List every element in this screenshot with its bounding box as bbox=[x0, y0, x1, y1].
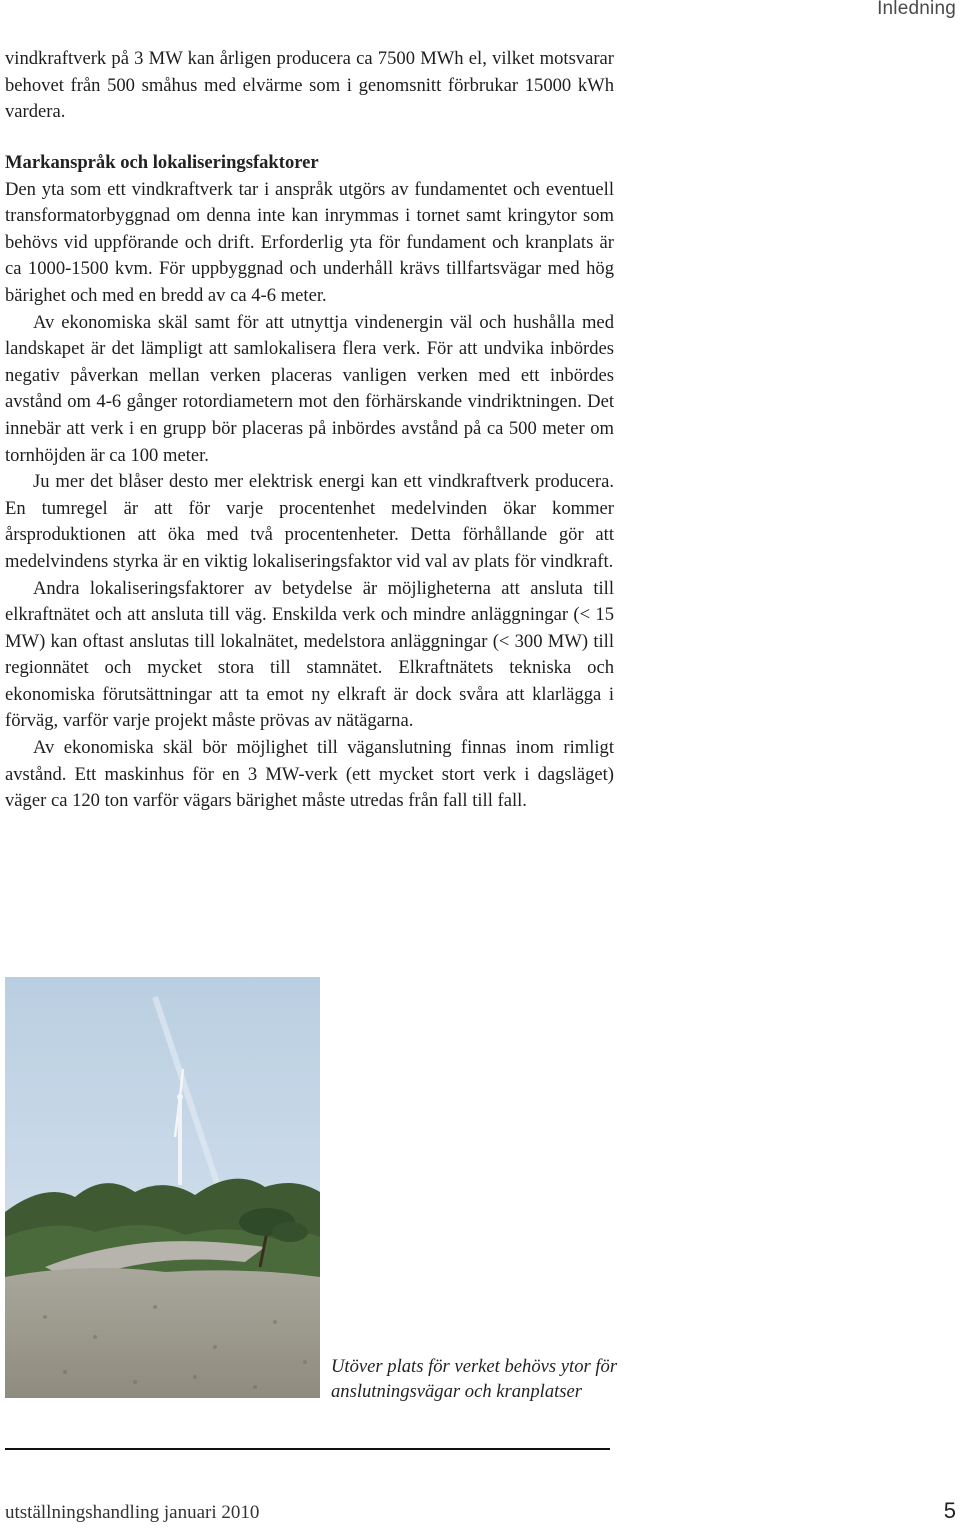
page-number: 5 bbox=[943, 1498, 956, 1523]
body-paragraph: Andra lokaliseringsfaktorer av betydelse är möjligheterna att ansluta till elkraftnätet och att ansluta till väg. Enskilda verk och mindre anläggningar (< 15 MW) kan oftast anslutas till lokalnätet, medelstora anläggningar (< 300 MW) till regionnätet och mycket stora till stamnätet. Elkraftnätets tekniska och ekonomiska förutsättningar att ta emot ny elkraft är dock svåra att klarlägga i förväg, varför varje projekt måste prövas av nätägarna. bbox=[5, 577, 614, 732]
body-paragraph: Ju mer det blåser desto mer elektrisk energi kan ett vindkraftverk producera. En tumregel är att för varje procentenhet medelvinden ökar kommer årsproduktionen att öka med två procentenheter. Detta förhållande gör att medelvindens styrka är en viktig lokaliseringsfaktor vid val av plats för vindkraft. bbox=[5, 471, 614, 572]
figure-caption: Utöver plats för verket behövs ytor för anslutningsvägar och kranplatser bbox=[331, 1356, 618, 1402]
intro-paragraph-block bbox=[5, 46, 614, 126]
body-paragraph: Den yta som ett vindkraftverk tar i anspråk utgörs av fundamentet och eventuell transformatorbyggnad om denna inte kan inrymmas i tornet samt kringytor som behövs vid uppförande och drift. Erforderlig yta för fundament och kranplats är ca 1000-1500 kvm. För uppbyggnad och underhåll krävs tillfartsvägar med hög bärighet och med en bredd av ca 4-6 meter. bbox=[5, 178, 614, 306]
wind-turbine-photo bbox=[5, 977, 320, 1398]
footer-divider bbox=[5, 1448, 610, 1450]
photo-illustration bbox=[5, 977, 320, 1398]
intro-paragraph: vindkraftverk på 3 MW kan årligen producera ca 7500 MWh el, vilket motsvarar behovet från 500 småhus med elvärme som i genomsnitt förbrukar 15000 kWh vardera. bbox=[5, 48, 614, 123]
section-heading: Markanspråk och lokaliseringsfaktorer bbox=[5, 152, 319, 173]
footer-document-label: utställningshandling januari 2010 bbox=[5, 1502, 260, 1523]
section-body bbox=[5, 150, 614, 815]
running-header: Inledning bbox=[877, 0, 956, 19]
body-paragraph: Av ekonomiska skäl bör möjlighet till väganslutning finnas inom rimligt avstånd. Ett maskinhus för en 3 MW-verk (ett mycket stort verk i dagsläget) väger ca 120 ton varför vägars bärighet måste utredas från fall till fall. bbox=[5, 737, 614, 812]
body-paragraph: Av ekonomiska skäl samt för att utnyttja vindenergin väl och hushålla med landskapet är det lämpligt att samlokalisera flera verk. För att undvika inbördes negativ påverkan mellan verken placeras vanligen verken med ett inbördes avstånd om 4-6 gånger rotordiametern mot den förhärskande vindriktningen. Det innebär att verk i en grupp bör placeras på inbördes avstånd på ca 500 meter om tornhöjden är ca 100 meter. bbox=[5, 311, 614, 466]
